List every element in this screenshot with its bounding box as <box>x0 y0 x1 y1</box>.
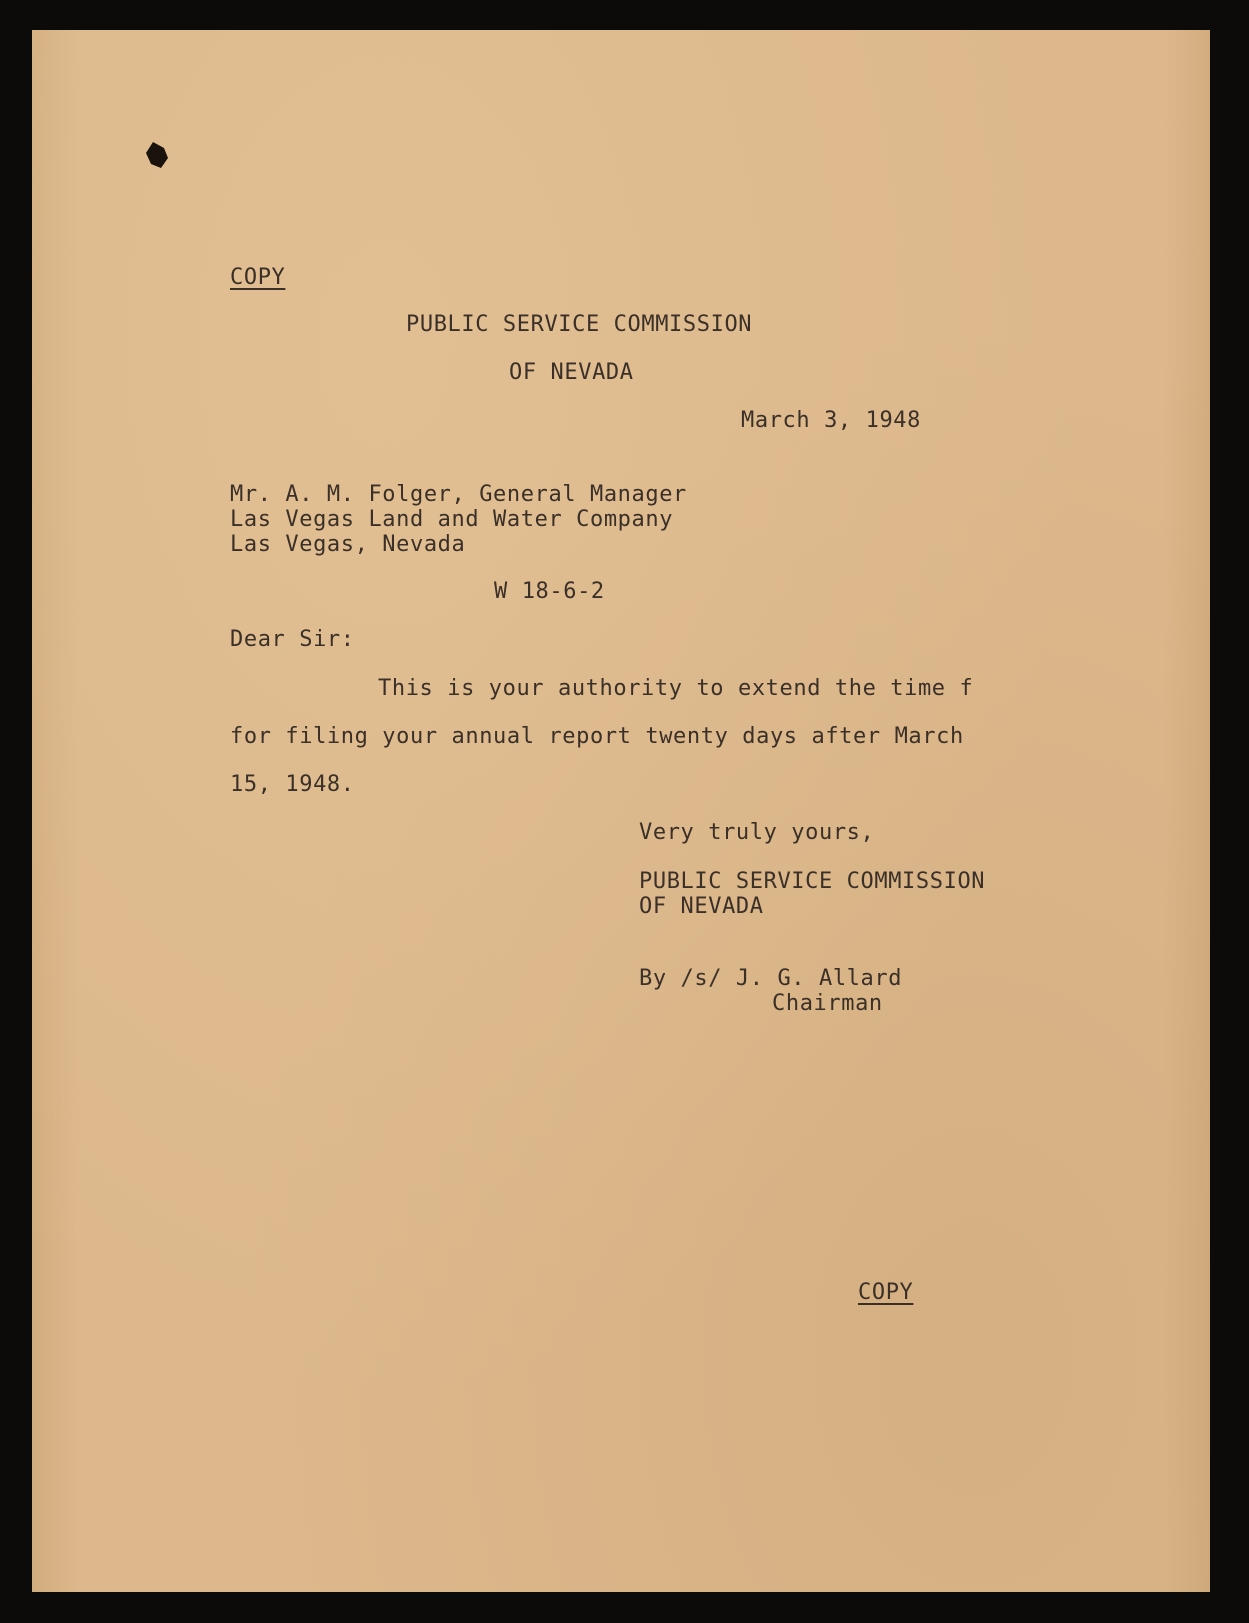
letter-page <box>32 30 1210 1592</box>
punch-hole-mark <box>144 140 170 170</box>
recipient-line-1: Mr. A. M. Folger, General Manager <box>230 482 687 507</box>
signature-name: By /s/ J. G. Allard <box>639 966 903 991</box>
copy-mark-top: COPY <box>230 265 286 290</box>
letter-date: March 3, 1948 <box>741 408 921 433</box>
body-line-1: This is your authority to extend the time f <box>378 676 974 701</box>
salutation: Dear Sir: <box>230 627 355 652</box>
copy-mark-bottom: COPY <box>858 1280 914 1305</box>
body-line-2: for filing your annual report twenty days after March <box>230 724 964 749</box>
recipient-line-2: Las Vegas Land and Water Company <box>230 507 674 532</box>
body-line-3: 15, 1948. <box>230 772 355 797</box>
heading-line-1: PUBLIC SERVICE COMMISSION <box>406 312 753 337</box>
file-reference: W 18-6-2 <box>494 579 605 604</box>
closing: Very truly yours, <box>639 820 875 845</box>
signature-title: Chairman <box>772 991 883 1016</box>
heading-line-2: OF NEVADA <box>509 360 634 385</box>
signature-org-line-2: OF NEVADA <box>639 894 764 919</box>
recipient-line-3: Las Vegas, Nevada <box>230 532 466 557</box>
signature-org-line-1: PUBLIC SERVICE COMMISSION <box>639 869 986 894</box>
